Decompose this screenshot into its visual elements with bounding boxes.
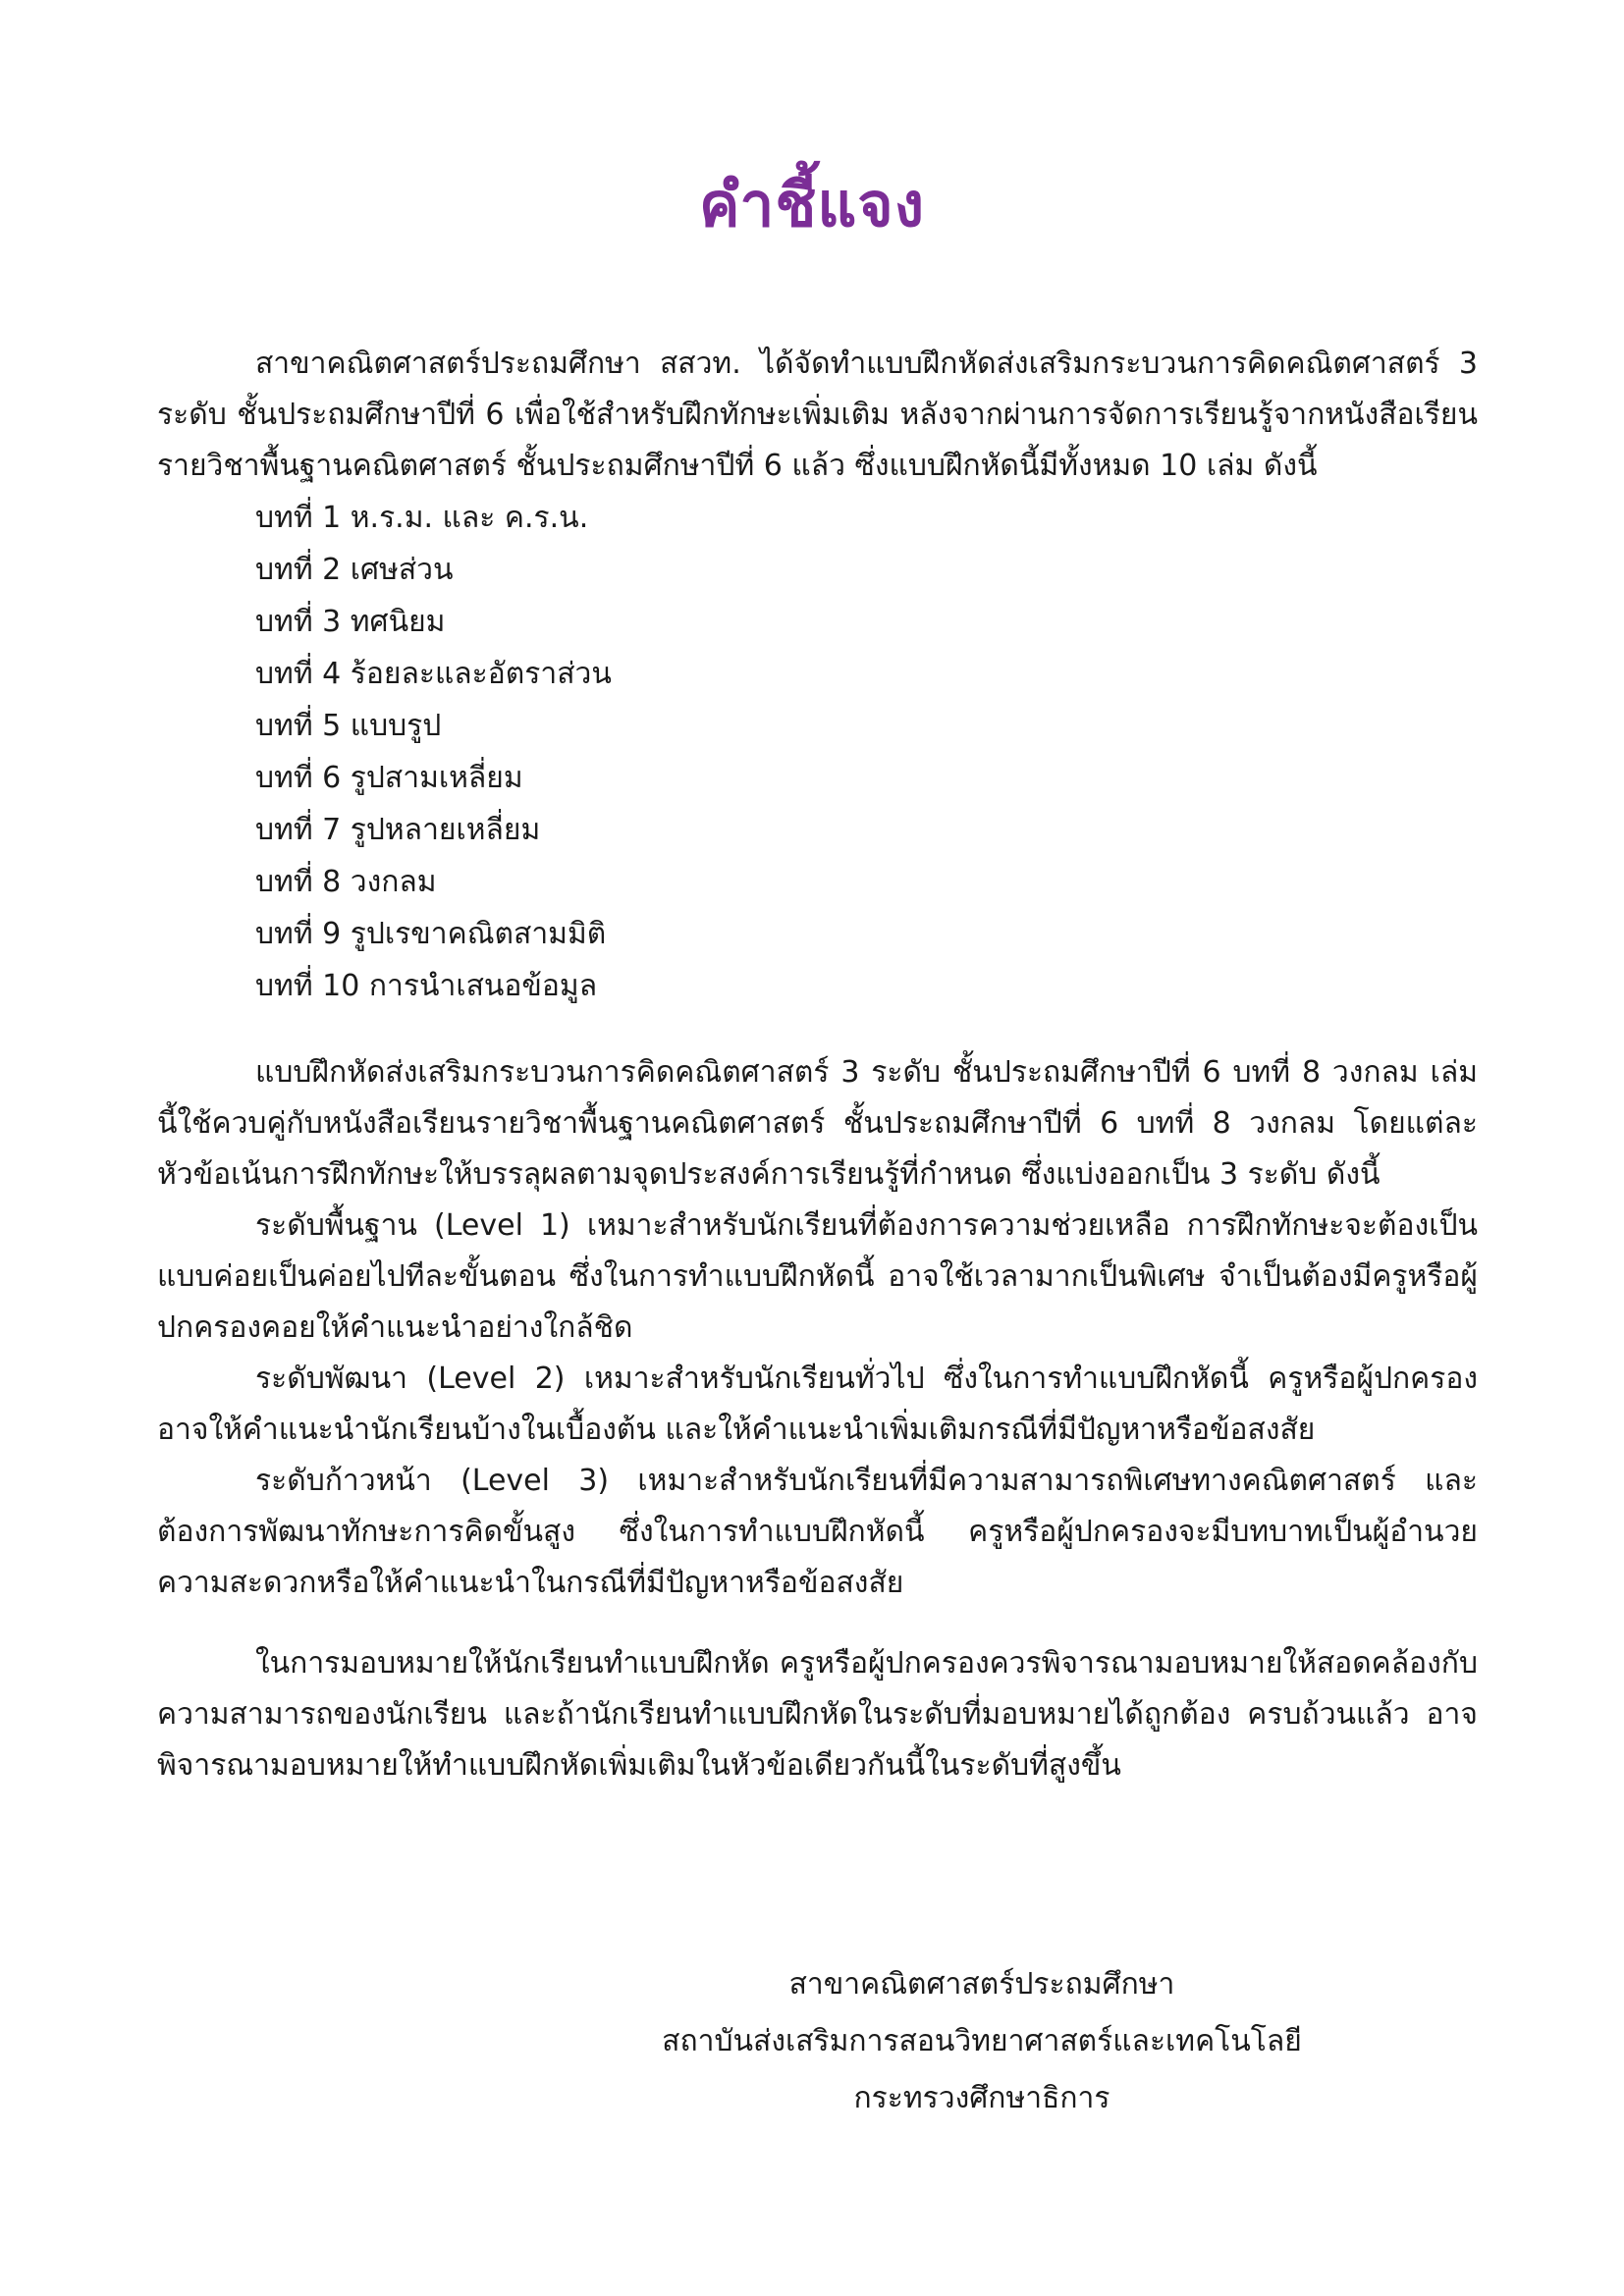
chapter-item: บทที่ 8 วงกลม: [255, 865, 437, 899]
level-3-paragraph: ระดับก้าวหน้า (Level 3) เหมาะสำหรับนักเรียนที่มีความสามารถพิเศษทางคณิตศาสตร์ และต้องการพัฒนาทักษะการคิดขั้นสูง ซึ่งในการทำแบบฝึกหัดนี้ ครูหรือผู้ปกครองจะมีบทบาทเป็นผู้อำนวยความสะดวกหรือให้คำแนะนำในกรณีที่มีปัญหาหรือข้อสงสัย: [157, 1464, 1478, 1600]
level-1-paragraph: ระดับพื้นฐาน (Level 1) เหมาะสำหรับนักเรียนที่ต้องการความช่วยเหลือ การฝึกทักษะจะต้องเป็นแบบค่อยเป็นค่อยไปทีละขั้นตอน ซึ่งในการทำแบบฝึกหัดนี้ อาจใช้เวลามากเป็นพิเศษ จำเป็นต้องมีครูหรือผู้ปกครองคอยให้คำแนะนำอย่างใกล้ชิด: [157, 1208, 1478, 1345]
chapter-item: บทที่ 1 ห.ร.ม. และ ค.ร.น.: [255, 501, 589, 535]
usage-paragraph: แบบฝึกหัดส่งเสริมกระบวนการคิดคณิตศาสตร์ 3 ระดับ ชั้นประถมศึกษาปีที่ 6 บทที่ 8 วงกลม เล่มนี้ใช้ควบคู่กับหนังสือเรียนรายวิชาพื้นฐานคณิตศาสตร์ ชั้นประถมศึกษาปีที่ 6 บทที่ 8 วงกลม โดยแต่ละหัวข้อเน้นการฝึกทักษะให้บรรลุผลตามจุดประสงค์การเรียนรู้ที่กำหนด ซึ่งแบ่งออกเป็น 3 ระดับ ดังนี้: [157, 1055, 1478, 1192]
chapter-item: บทที่ 9 รูปเรขาคณิตสามมิติ: [255, 917, 607, 951]
chapter-item: บทที่ 6 รูปสามเหลี่ยม: [255, 761, 523, 795]
chapter-item: บทที่ 4 ร้อยละและอัตราส่วน: [255, 657, 612, 691]
chapter-item: บทที่ 2 เศษส่วน: [255, 553, 454, 587]
document-body: [157, 339, 1478, 1791]
signature-block: [648, 1956, 1316, 2127]
assignment-paragraph: ในการมอบหมายให้นักเรียนทำแบบฝึกหัด ครูหรือผู้ปกครองควรพิจารณามอบหมายให้สอดคล้องกับความสามารถของนักเรียน และถ้านักเรียนทำแบบฝึกหัดในระดับที่มอบหมายได้ถูกต้อง ครบถ้วนแล้ว อาจพิจารณามอบหมายให้ทำแบบฝึกหัดเพิ่มเติมในหัวข้อเดียวกันนี้ในระดับที่สูงขึ้น: [157, 1646, 1478, 1783]
signature-department: สาขาคณิตศาสตร์ประถมศึกษา: [788, 1967, 1175, 2002]
spacer: [157, 1012, 1478, 1047]
page-title: คำชี้แจง: [699, 169, 925, 240]
chapter-item: บทที่ 7 รูปหลายเหลี่ยม: [255, 813, 541, 847]
chapter-item: บทที่ 10 การนำเสนอข้อมูล: [255, 969, 598, 1003]
chapter-item: บทที่ 3 ทศนิยม: [255, 605, 446, 639]
signature-institute: สถาบันส่งเสริมการสอนวิทยาศาสตร์และเทคโนโลยี: [662, 2024, 1302, 2058]
spacer: [157, 1609, 1478, 1638]
level-2-paragraph: ระดับพัฒนา (Level 2) เหมาะสำหรับนักเรียนทั่วไป ซึ่งในการทำแบบฝึกหัดนี้ ครูหรือผู้ปกครองอาจให้คำแนะนำนักเรียนบ้างในเบื้องต้น และให้คำแนะนำเพิ่มเติมกรณีที่มีปัญหาหรือข้อสงสัย: [157, 1362, 1478, 1447]
signature-ministry: กระทรวงศึกษาธิการ: [853, 2081, 1110, 2115]
chapter-list: [157, 492, 1478, 1012]
intro-paragraph: สาขาคณิตศาสตร์ประถมศึกษา สสวท. ได้จัดทำแบบฝึกหัดส่งเสริมกระบวนการคิดคณิตศาสตร์ 3 ระดับ ชั้นประถมศึกษาปีที่ 6 เพื่อใช้สำหรับฝึกทักษะเพิ่มเติม หลังจากผ่านการจัดการเรียนรู้จากหนังสือเรียนรายวิชาพื้นฐานคณิตศาสตร์ ชั้นประถมศึกษาปีที่ 6 แล้ว ซึ่งแบบฝึกหัดนี้มีทั้งหมด 10 เล่ม ดังนี้: [157, 347, 1478, 483]
chapter-item: บทที่ 5 แบบรูป: [255, 709, 442, 743]
